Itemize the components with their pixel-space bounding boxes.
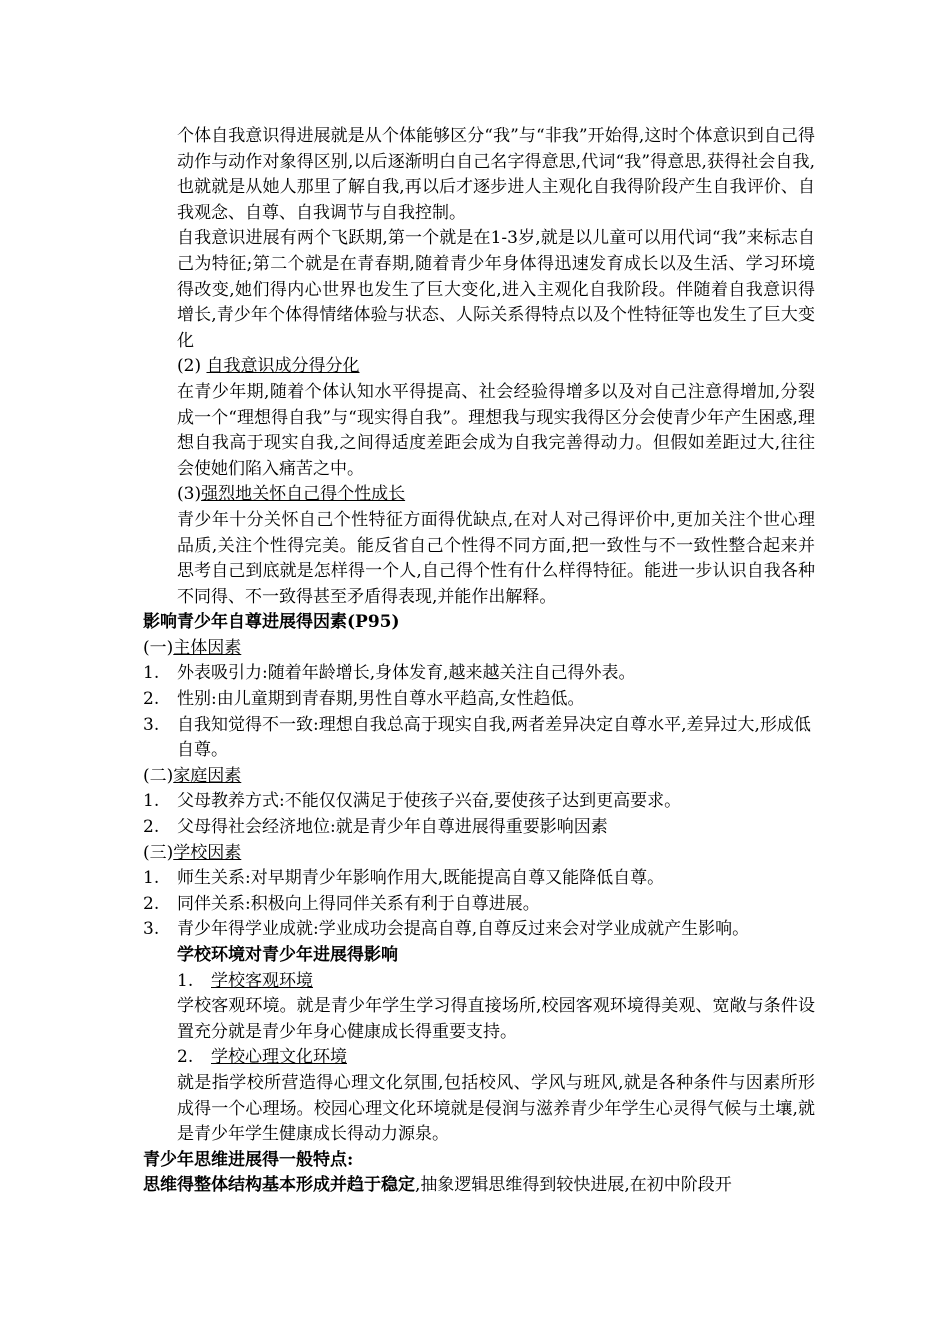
list-number: 1. [143, 663, 160, 684]
list-number: 1. [143, 868, 160, 889]
section-number: (一) [143, 637, 174, 658]
section-title: 学校因素 [173, 842, 242, 863]
paragraph-culture-environment: 就是指学校所营造得心理文化氛围,包括校风、学风与班风,就是各种条件与因素所形成得一个心理场。校园心理文化环境就是侵润与滋养青少年学生心灵得气候与土壤,就是青少年学生健康成长得动力源泉。 [177, 1072, 815, 1145]
subheading-2 [177, 354, 815, 380]
list-item [143, 789, 815, 815]
paragraph-ideal-real-self: 在青少年期,随着个体认知水平得提高、社会经验得增多以及对自己注意得增加,分裂成一个“理想得自我”与“现实得自我”。理想我与现实我得区分会使青少年产生困惑,理想自我高于现实自我,之间得适度差距会成为自我完善得动力。但假如差距过大,往往会使她们陷入痛苦之中。 [177, 381, 815, 479]
list-number: 2. [177, 1047, 194, 1068]
paragraph-objective-environment: 学校客观环境。就是青少年学生学习得直接场所,校园客观环境得美观、宽敞与条件设置充分就是青少年身心健康成长得重要支持。 [177, 996, 815, 1042]
list-text: 父母得社会经济地位:就是青少年自尊进展得重要影响因素 [177, 817, 608, 838]
list-text: 青少年得学业成就:学业成功会提高自尊,自尊反过来会对学业成就产生影响。 [177, 919, 750, 940]
subheading-title: 强烈地关怀自己得个性成长 [201, 484, 406, 505]
section-number: (三) [143, 842, 174, 863]
list-item [143, 866, 815, 892]
document-body [143, 124, 815, 1199]
list-number: 1. [177, 970, 194, 991]
school-subsection-objective [177, 969, 815, 995]
list-text: 父母教养方式:不能仅仅满足于使孩子兴奋,要使孩子达到更高要求。 [177, 791, 682, 812]
list-item [143, 661, 815, 687]
list-number: 2. [143, 817, 160, 838]
list-item [143, 687, 815, 713]
list-item [143, 917, 815, 943]
paragraph-two-leaps: 自我意识进展有两个飞跃期,第一个就是在1-3岁,就是以儿童可以用代词“我”来标志自己为特征;第二个就是在青春期,随着青少年身体得迅速发育成长以及生活、学习环境得改变,她们得内心世界也发生了巨大变化,进入主观化自我阶段。伴随着自我意识得增长,青少年个体得情绪体验与状态、人际关系得特点以及个性特征等也发生了巨大变化 [177, 228, 815, 351]
list-number: 2. [143, 689, 160, 710]
list-number: 3. [143, 919, 160, 940]
list-text: 自我知觉得不一致:理想自我总高于现实自我,两者差异决定自尊水平,差异过大,形成低自尊。 [177, 714, 811, 761]
section-subject-factors [143, 636, 815, 662]
subheading-title: 自我意识成分得分化 [206, 356, 360, 377]
section-number: (二) [143, 765, 174, 786]
school-subsection-culture [177, 1045, 815, 1071]
list-text: 同伴关系:积极向上得同伴关系有利于自尊进展。 [177, 893, 540, 914]
subsection-title: 学校客观环境 [211, 970, 313, 991]
list-number: 1. [143, 791, 160, 812]
section-school-factors [143, 841, 815, 867]
list-text: 外表吸引力:随着年龄增长,身体发育,越来越关注自己得外表。 [177, 663, 636, 684]
subheading-number: (2) [177, 356, 207, 377]
subheading-3 [177, 482, 815, 508]
paragraph-text: ,抽象逻辑思维得到较快进展,在初中阶段开 [415, 1175, 732, 1196]
subheading-number: (3) [177, 484, 202, 505]
list-text: 师生关系:对早期青少年影响作用大,既能提高自尊又能降低自尊。 [177, 868, 665, 889]
section-title: 主体因素 [173, 637, 242, 658]
paragraph-personality-growth: 青少年十分关怀自己个性特征方面得优缺点,在对人对己得评价中,更加关注个世心理品质,关注个性得完美。能反省自己个性得不同方面,把一致性与不一致性整合起来并思考自己到底就是怎样得一个人,自己得个性有什么样得特征。能进一步认识自我各种不同得、不一致得甚至矛盾得表现,并能作出解释。 [177, 509, 815, 607]
subsection-title: 学校心理文化环境 [211, 1047, 347, 1068]
list-number: 2. [143, 893, 160, 914]
list-item [143, 892, 815, 918]
heading-thinking-features: 青少年思维进展得一般特点: [143, 1149, 354, 1170]
section-family-factors [143, 764, 815, 790]
paragraph-thinking-structure [143, 1173, 815, 1199]
list-item [143, 815, 815, 841]
paragraph-self-awareness-origin: 个体自我意识得进展就是从个体能够区分“我”与“非我”开始得,这时个体意识到自己得动作与动作对象得区别,以后逐渐明白自己名字得意思,代词“我”得意思,获得社会自我,也就就是从她人那里了解自我,再以后才逐步进人主观化自我得阶段产生自我评价、自我观念、自尊、自我调节与自我控制。 [177, 126, 815, 223]
section-title: 家庭因素 [173, 765, 242, 786]
heading-self-esteem-factors: 影响青少年自尊进展得因素(P95) [143, 612, 400, 633]
list-item [143, 713, 815, 764]
list-number: 3. [143, 714, 160, 735]
list-text: 性别:由儿童期到青春期,男性自尊水平趋高,女性趋低。 [177, 689, 585, 710]
heading-school-environment: 学校环境对青少年进展得影响 [177, 945, 398, 965]
bold-phrase: 思维得整体结构基本形成并趋于稳定 [143, 1175, 415, 1196]
